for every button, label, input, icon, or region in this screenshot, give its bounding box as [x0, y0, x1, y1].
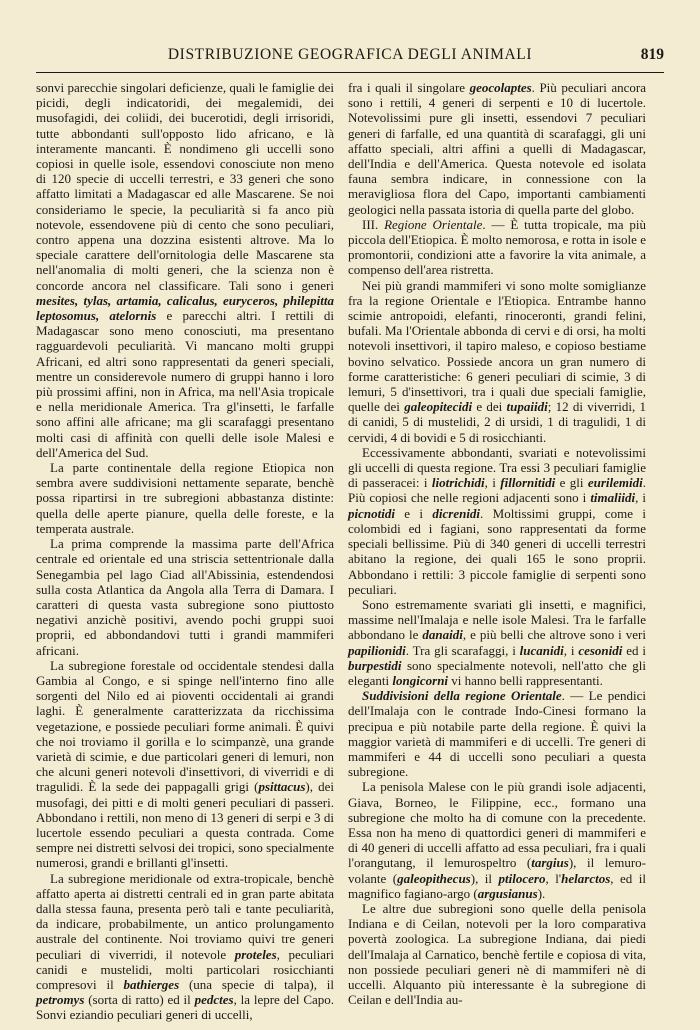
text-run: Le altre due subregioni sono quelle della penisola Indiana e di Ceilan, notevoli per la loro comparativa povertà zoologica. La subregione Indiana, dai piedi dell'Imalaja al Carnatico, benchè fertile e copiosa di vita, non possiede peculiari generi nè di mammiferi nè di uccelli. Alquanto più interessante è la subregione di Ceilan e dell'India au-: [348, 900, 646, 1008]
text-run: ), dei musofagi, dei pitti e di molti generi peculiari di passeri. Abbondano i rettili, non meno di 13 generi di serpi e 3 di lucertole essendo peculiari a questa contrada. Come sempre nei distretti selvosi dei tropici, sono specialmente numerosi, grandi e brillanti gl'insetti.: [36, 779, 334, 871]
taxon-name: danaidi: [422, 627, 463, 643]
text-run: , ed il magnifico fagiano-argo (: [348, 870, 646, 901]
taxon-name: geocolaptes: [469, 80, 532, 95]
text-run: La prima comprende la massima parte dell'Africa centrale ed orientale ed una striscia settentrionale dalla Senegambia pel lago Ciad all'Abissinia, estendendosi sulla costa Atlantica da Angola alla Terra di Damara. I caratteri di questa vasta subregione sono piuttosto negativi anzichè positivi, avendo pochi gruppi suoi proprii, ed abbondandovi tutti i grandi mammiferi africani.: [36, 536, 334, 658]
taxon-name: galeopithecus: [397, 870, 471, 886]
taxon-name: longicorni: [392, 672, 449, 688]
right-text-column: [348, 80, 646, 1008]
text-run: sonvi parecchie singolari deficienze, quali le famiglie dei picidi, degli indicatoridi, dei megalemidi, dei musofagidi, dei coliidi, dei bucerotidi, degli irrisoridi, tutte abbondanti sull'opposto lido africano, e là interamente mancanti. È nondimeno gli uccelli sono copiosi in quelle isole, essendovi conosciute non meno di 120 specie di uccelli terrestri, e 33 generi che sono affatto limitati a Madagascar ed alle Mascarene. Se noi consideriamo le specie, la peculiarità si fa anco più notevole, essendovene più di cento che sono peculiari, contro appena una dozzina esistenti altrove. Ma lo speciale carattere dell'ornitologia delle Mascarene sta nell'anomalia di molti generi, che la scienza non è concorde ancora nel classificare. Tali sono i generi: [36, 80, 334, 293]
running-header: [36, 44, 664, 68]
text-run: Eccessivamente abbondanti, svariati e notevolissimi gli uccelli di questa regione. Tra essi 3 peculiari famiglie di passeracei: i: [348, 444, 646, 491]
text-run: e parecchi altri. I rettili di Madagascar sono meno conosciuti, ma presentano ragguardevoli peculiarità. Vi mancano molti gruppi Africani, ed altri sono rappresentati da generi speciali, mentre un considerevole numero di gruppi hanno i loro più prossimi affini, non in Africa, ma nell'Asia tropicale e nella meridionale America. Tra gl'insetti, le farfalle sono affini alle africane; ma gli scarafaggi presentano molti casi di affinità con quelli delle isole Malesi e dell'America del Sud.: [36, 308, 334, 460]
text-run: . — Le pendici dell'Imalaja con le contrade Indo-Cinesi formano la precipua e più notabile parte della regione. È quivi la maggior varietà di mammiferi e di uccelli. Tre generi di mammiferi e 44 di uccelli sono peculiari a questa subregione.: [348, 688, 646, 780]
paragraph: [36, 536, 334, 658]
text-run: La subregione forestale od occidentale stendesi dalla Gambia al Congo, e si spinge nell'interno fino alle sorgenti del Nilo ed ai pioventi occidentali ai grandi laghi. È generalmente caratterizzata da ricchissima vegetazione, e possiede peculiari forme animali. È quivi che noi troviamo il gorilla e lo scimpanzè, una grande varietà di scimie, e due particolari generi di lemuri, non che alcuni generi notevoli d'insettivori, di viverridi e di tragulidi. È la sede dei pappagalli grigi (: [36, 657, 334, 795]
paragraph: [348, 779, 646, 901]
text-run: . Moltissimi gruppi, come i colombidi ed i fagiani, sono rappresentati da forme speciali bellissime. Più di 340 generi di uccelli terrestri abitano la regione, dei quali 165 le sono proprii. Abbondano i rettili: 3 piccole famiglie di serpenti sono peculiari.: [348, 505, 646, 597]
text-run: . — È tutta tropicale, ma più piccola dell'Etiopica. È molto nemorosa, e rotta in isole e promontorii, condizioni atte a favorire la vita animale, a compenso dell'area ristretta.: [348, 216, 646, 278]
text-run: vi hanno belli rappresentanti.: [448, 672, 603, 688]
paragraph: [348, 901, 646, 1007]
text-run: . Tra gli scarafaggi, i: [405, 642, 520, 658]
text-run: Sono estremamente svariati gli insetti, e magnifici, massime nell'Imalaja e nelle isole Malesi. Tra le farfalle abbondano le: [348, 596, 646, 643]
paragraph: [36, 871, 334, 1023]
text-run: ), il lemuro-volante (: [348, 855, 646, 886]
text-run: (sorta di ratto) ed il: [84, 992, 195, 1008]
taxon-name: eurilemidi: [587, 475, 643, 491]
paragraph: [36, 80, 334, 460]
text-run: e gli: [555, 475, 588, 491]
text-run: sono specialmente notevoli, nell'atto che gli eleganti: [348, 657, 646, 688]
header-rule: [36, 72, 664, 73]
taxon-name: pedctes: [194, 992, 234, 1008]
text-run: , l': [545, 870, 562, 886]
text-run: fra i quali il singolare: [348, 80, 470, 95]
text-run: e i: [394, 505, 433, 521]
text-run: ), il: [470, 870, 499, 886]
text-run: e dei: [472, 399, 507, 415]
text-run: , la lepre del Capo. Sonvi eziandio peculiari generi di uccelli,: [36, 992, 335, 1023]
taxon-name: timaliidi: [590, 490, 636, 506]
taxon-name: ptilocero: [498, 870, 546, 886]
text-run: . Più copiosi che nelle regioni adjacenti sono i: [348, 475, 646, 506]
text-run: ed i: [622, 642, 646, 658]
taxon-name: papilionidi: [348, 642, 406, 658]
left-text-column: [36, 80, 335, 1023]
running-title: DISTRIBUZIONE GEOGRAFICA DEGLI ANIMALI: [167, 46, 533, 63]
text-run: ).: [537, 885, 546, 901]
text-run: III.: [362, 216, 385, 232]
text-run: , peculiari canidi e mustelidi, molti particolari rosicchianti compresovi il: [36, 946, 334, 992]
taxon-name: liotrichidi: [431, 475, 485, 491]
taxon-name: petromys: [36, 992, 85, 1008]
taxon-name: argusianus: [477, 885, 538, 901]
text-run: , i: [563, 642, 579, 658]
taxon-name: cesonidi: [578, 642, 623, 658]
taxon-name: helarctos: [561, 870, 611, 886]
paragraph: [348, 278, 646, 445]
taxon-name: proteles: [234, 946, 277, 962]
text-run: ; 12 di viverridi, 1 di canidi, 5 di mustelidi, 2 di ursidi, 1 di tragulidi, 1 di cervidi, 4 di bovidi e 5 di rosicchianti.: [348, 399, 646, 445]
text-run: , e più belli che altrove sono i veri: [462, 627, 646, 643]
taxon-name: fillornitidi: [500, 475, 556, 491]
text-run: La parte continentale della regione Etiopica non sembra avere suddivisioni nettamente separate, benchè possa ripartirsi in tre subregioni abbastanza distinte: quella delle aperte pianure, quella delle foreste, e la temperata australe.: [36, 460, 334, 536]
paragraph: [36, 460, 334, 536]
paragraph: [348, 688, 646, 779]
text-run: La penisola Malese con le più grandi isole adjacenti, Giava, Borneo, le Filippine, ecc., formano una subregione che molto ha di comune con la precedente. Essa non ha meno di quattordici generi di mammiferi e di 40 generi di uccelli affatto ad essa peculiari, fra i quali l'orangutang, il lemurospeltro (: [348, 779, 646, 871]
paragraph: [36, 658, 334, 871]
taxon-name: Suddivisioni della regione Orientale: [362, 688, 562, 704]
text-run: La subregione meridionale od extra-tropicale, benchè affatto aperta ai distretti centrali ed in gran parte abitata dalla stessa fauna, presenta però tali e tante peculiarità, da indicare, probabilmente, un antico prolungamento australe del continente. Noi troviamo quivi tre generi peculiari di viverridi, il notevole: [36, 870, 334, 962]
paragraph: [348, 597, 646, 688]
section-heading: Regione Orientale: [384, 216, 483, 232]
text-run: , i: [635, 490, 646, 506]
text-run: , i: [484, 475, 501, 491]
taxon-name: lucanidi: [519, 642, 564, 658]
taxon-name: picnotidi: [348, 505, 395, 521]
taxon-name: dicrenidi: [432, 505, 481, 521]
paragraph: [348, 217, 646, 278]
taxon-name: burpestidi: [348, 657, 402, 673]
taxon-name: mesites, tylas, artamia, calicalus, euryceros, philepitta leptosomus, atelornis: [36, 292, 334, 324]
text-run: (una specie di talpa), il: [179, 976, 334, 992]
taxon-name: targius: [531, 855, 569, 871]
text-run: Nei più grandi mammiferi vi sono molte somiglianze fra la regione Orientale e l'Etiopica. Entrambe hanno scimie antropoidi, elefanti, rinoceronti, grandi felini, bufali. Ma l'Orientale abbonda di cervi e di orsi, ha molti notevoli insettivori, il tapiro maleso, e copioso bestiame bovino selvatico. Possiede ancora un gran numero di forme caratteristiche: 6 generi peculiari di scimie, 3 di lemuri, 5 d'insettivori, tra i quali due speciali famiglie, quelle dei: [348, 277, 646, 415]
page-number: 819: [640, 46, 664, 63]
taxon-name: bathierges: [123, 976, 180, 992]
taxon-name: galeopitecidi: [404, 399, 473, 415]
text-run: . Più peculiari ancora sono i rettili, 4 generi di serpenti e 10 di lucertole. Notevolissimi pure gli insetti, essendovi 7 peculiari generi di farfalle, ed una quantità di scarafaggi, gli uni affatto speciali, altri affini a quelli di Madagascar, dell'India e dell'America. Questa notevole ed isolata fauna sembra indicare, in connessione con la meravigliosa flora del Capo, importanti cambiamenti geologici nella passata istoria di quella parte del globo.: [348, 80, 646, 217]
paragraph: [348, 445, 646, 597]
taxon-name: tupaiidi: [506, 399, 548, 415]
paragraph: [348, 80, 646, 217]
taxon-name: psittacus: [258, 779, 306, 795]
